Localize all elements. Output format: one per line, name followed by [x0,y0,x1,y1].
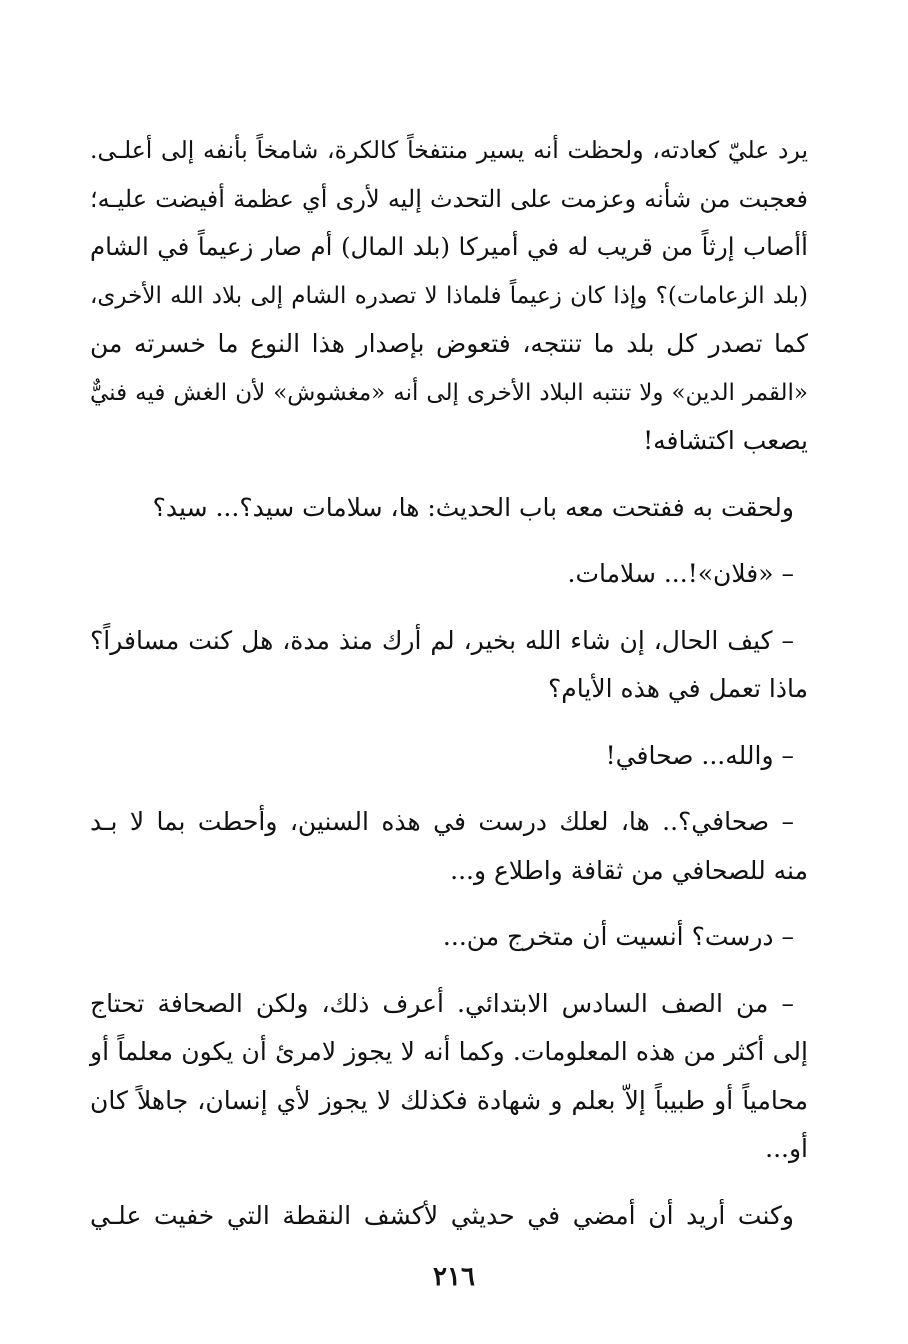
paragraph-2 [90,484,808,533]
text-line: – كيف الحال، إن شاء الله بخير، لم أرك منذ مدة، هل كنت مسافراً؟ [90,625,794,655]
text-line: (بلد الزعامات)؟ وإذا كان زعيماً فلماذا لا تصدره الشام إلى بلاد الله الأخرى، [90,282,808,309]
page-body [90,126,808,1240]
text-line: فعجبت من شأنه وعزمت على التحدث إليه لأرى أي عظمة أفيضت عليـه؛ [90,184,808,213]
paragraph-7 [90,913,808,962]
paragraph-9 [90,1192,808,1241]
text-line: إلى أكثر من هذه المعلومات. وكما أنه لا يجوز لامرئ أن يكون معلماً أو [90,1037,808,1066]
paragraph-4 [90,617,808,714]
paragraph-5 [90,732,808,781]
text-line: – «فلان»!... سلامات. [567,559,794,588]
text-line: ماذا تعمل في هذه الأيام؟ [548,674,808,703]
page-number: ٢١٦ [433,1262,475,1292]
paragraph-6 [90,798,808,895]
text-line: – صحافي؟.. ها، لعلك درست في هذه السنين، وأحطت بما لا بـد [90,807,794,836]
text-line: – درست؟ أنسيت أن متخرج من... [442,922,794,951]
text-line: ولحقت به ففتحت معه باب الحديث: ها، سلامات سيد؟... سيد؟ [152,492,794,522]
paragraph-3 [90,550,808,599]
text-line: «القمر الدين» ولا تنتبه البلاد الأخرى إلى أنه «مغشوش» لأن الغش فيه فنيٌّ [90,379,808,406]
text-line: أو... [765,1134,808,1163]
text-line: وكنت أريد أن أمضي في حديثي لأكشف النقطة التي خفيت علـي [90,1200,794,1230]
text-line: أأصاب إرثاً من قريب له في أميركا (بلد المال) أم صار زعيماً في الشام [90,232,808,261]
text-line: يصعب اكتشافه! [643,426,808,455]
text-line: – من الصف السادس الابتدائي. أعرف ذلك، ولكن الصحافة تحتاج [90,988,794,1018]
paragraph-1 [90,126,808,466]
text-line: – والله... صحافي! [605,740,794,770]
text-line: كما تصدر كل بلد ما تنتجه، فتعوض بإصدار هذا النوع ما خسرته من [90,329,808,358]
text-line: يرد عليّ كعادته، ولحظت أنه يسير منتفخاً كالكرة، شامخاً بأنفه إلى أعلـى. [90,136,808,164]
text-line: محامياً أو طبيباً إلاّ بعلم و شهادة فكذلك لا يجوز لأي إنسان، جاهلاً كان [90,1085,808,1115]
text-line: منه للصحافي من ثقافة واطلاع و... [450,855,808,885]
paragraph-8 [90,980,808,1174]
